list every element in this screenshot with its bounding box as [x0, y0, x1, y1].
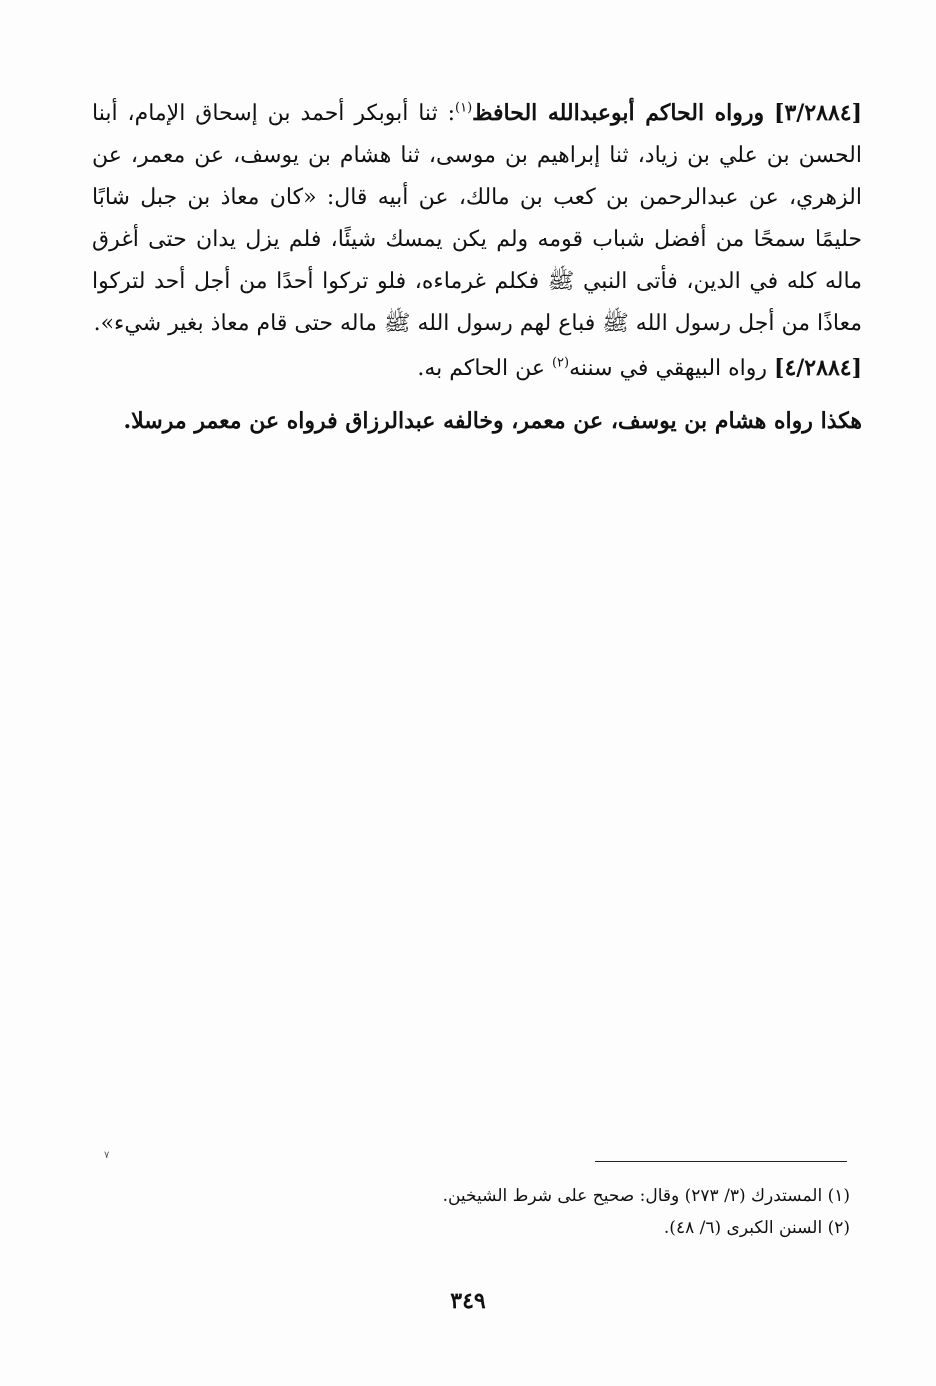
paragraph-commentary	[92, 400, 862, 442]
entry-lead: رواه البيهقي في سننه	[569, 356, 768, 381]
footnote-2: (٢) السنن الكبرى (٦/ ٤٨).	[663, 1218, 850, 1238]
entry-reference: [٣/٢٨٨٤]	[774, 100, 863, 126]
entry-text: عن الحاكم به.	[417, 356, 545, 381]
entry-lead: ورواه الحاكم أبوعبدالله الحافظ	[472, 100, 765, 126]
paragraph-hadith-2884-3	[92, 92, 862, 345]
main-text	[92, 92, 862, 442]
commentary-text: هكذا رواه هشام بن يوسف، عن معمر، وخالفه عبدالرزاق فرواه عن معمر مرسلا.	[123, 408, 862, 434]
page-number: ٣٤٩	[450, 1288, 486, 1314]
footnote-1: (١) المستدرك (٣/ ٢٧٣) وقال: صحيح على شرط الشيخين.	[442, 1186, 850, 1206]
paragraph-hadith-2884-4	[92, 347, 862, 390]
footnotes	[330, 1180, 850, 1244]
footnote-divider	[595, 1161, 847, 1162]
entry-text: : ثنا أبوبكر أحمد بن إسحاق الإمام، أبنا الحسن بن علي بن زياد، ثنا إبراهيم بن موسى، ثنا هشام بن يوسف، عن معمر، عن الزهري، عن عبدالرحمن بن كعب بن مالك، عن أبيه قال: «كان معاذ بن جبل شابًا حليمًا سمحًا من أفضل شباب قومه ولم يكن يمسك شيئًا، فلم يزل يدان حتى أغرق ماله كله في الدين، فأتى النبي ﷺ فكلم غرماءه، فلو تركوا أحدًا من أجل أحد لتركوا معاذًا من أجل رسول الله ﷺ فباع لهم رسول الله ﷺ ماله حتى قام معاذ بغير شيء».	[92, 101, 862, 336]
stray-mark: ٧	[104, 1150, 110, 1161]
footnote-marker[interactable]: (٢)	[551, 355, 570, 371]
entry-reference: [٤/٢٨٨٤]	[774, 355, 862, 381]
footnote-marker[interactable]: (١)	[455, 100, 473, 116]
